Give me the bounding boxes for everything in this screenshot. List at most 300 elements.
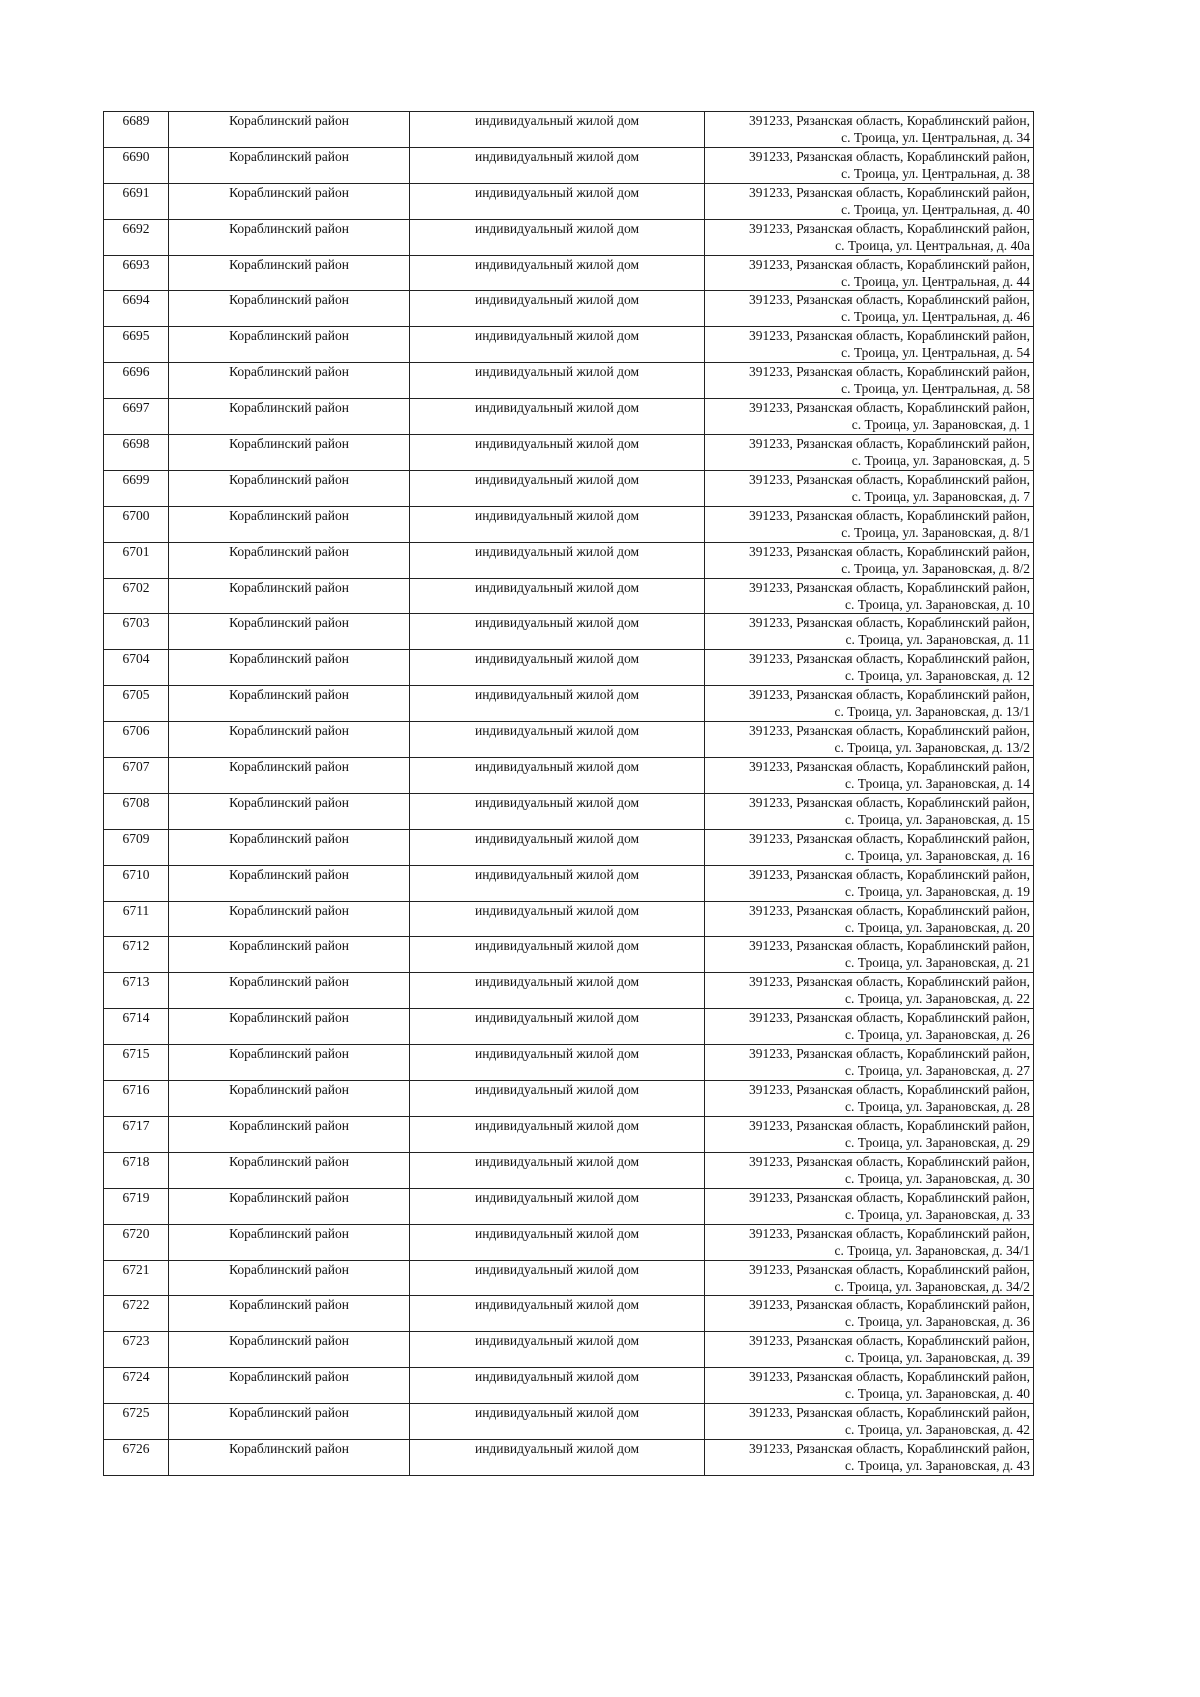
district-cell <box>169 183 410 219</box>
row-number-cell <box>104 614 169 650</box>
table-row <box>104 291 1034 327</box>
object-type-cell <box>410 327 705 363</box>
row-number: 6714 <box>122 1010 150 1026</box>
address-line-1: 391233, Рязанская область, Кораблинский район, <box>749 1082 1030 1098</box>
address-cell <box>705 901 1034 937</box>
address-line-1: 391233, Рязанская область, Кораблинский район, <box>749 1440 1030 1456</box>
row-number: 6697 <box>122 400 150 416</box>
address-line-1: 391233, Рязанская область, Кораблинский район, <box>749 436 1030 452</box>
object-type-cell <box>410 1439 705 1475</box>
row-number-cell <box>104 470 169 506</box>
district-cell <box>169 1009 410 1045</box>
object-type-cell <box>410 147 705 183</box>
district: Кораблинский район <box>229 292 349 308</box>
row-number: 6723 <box>122 1333 150 1349</box>
address-line-1: 391233, Рязанская область, Кораблинский район, <box>749 1189 1030 1205</box>
table-row <box>104 255 1034 291</box>
object-type: индивидуальный жилой дом <box>474 471 640 487</box>
object-type: индивидуальный жилой дом <box>474 292 640 308</box>
row-number: 6719 <box>122 1189 150 1205</box>
address-line-1: 391233, Рязанская область, Кораблинский район, <box>749 723 1030 739</box>
district: Кораблинский район <box>229 579 349 595</box>
object-type: индивидуальный жилой дом <box>474 184 640 200</box>
object-type: индивидуальный жилой дом <box>474 256 640 272</box>
address-line-2: с. Троица, ул. Зарановская, д. 21 <box>845 955 1030 971</box>
row-number-cell <box>104 829 169 865</box>
address-line-2: с. Троица, ул. Зарановская, д. 14 <box>845 776 1030 792</box>
row-number-cell <box>104 758 169 794</box>
object-type-cell <box>410 1404 705 1440</box>
address-line-2: с. Троица, ул. Зарановская, д. 7 <box>851 488 1030 504</box>
object-type-cell <box>410 722 705 758</box>
district: Кораблинский район <box>229 543 349 559</box>
object-type-cell <box>410 1045 705 1081</box>
district: Кораблинский район <box>229 938 349 954</box>
district-cell <box>169 1081 410 1117</box>
row-number: 6715 <box>122 1046 150 1062</box>
table-row <box>104 793 1034 829</box>
table-row <box>104 183 1034 219</box>
row-number-cell <box>104 793 169 829</box>
object-type: индивидуальный жилой дом <box>474 830 640 846</box>
row-number-cell <box>104 1224 169 1260</box>
address-cell <box>705 183 1034 219</box>
table-row <box>104 722 1034 758</box>
district: Кораблинский район <box>229 400 349 416</box>
address-cell <box>705 686 1034 722</box>
district-cell <box>169 542 410 578</box>
address-cell <box>705 865 1034 901</box>
district: Кораблинский район <box>229 1010 349 1026</box>
row-number-cell <box>104 147 169 183</box>
district: Кораблинский район <box>229 471 349 487</box>
district: Кораблинский район <box>229 148 349 164</box>
address-line-2: с. Троица, ул. Зарановская, д. 33 <box>845 1206 1030 1222</box>
object-type: индивидуальный жилой дом <box>474 543 640 559</box>
table-row <box>104 1404 1034 1440</box>
address-line-2: с. Троица, ул. Центральная, д. 44 <box>841 273 1030 289</box>
address-cell <box>705 1368 1034 1404</box>
district-cell <box>169 1116 410 1152</box>
district-cell <box>169 112 410 148</box>
row-number: 6695 <box>122 328 150 344</box>
address-line-1: 391233, Рязанская область, Кораблинский район, <box>749 615 1030 631</box>
row-number: 6689 <box>122 113 150 128</box>
address-line-2: с. Троица, ул. Зарановская, д. 34/2 <box>834 1278 1030 1294</box>
object-type: индивидуальный жилой дом <box>474 1297 640 1313</box>
district: Кораблинский район <box>229 507 349 523</box>
object-type: индивидуальный жилой дом <box>474 364 640 380</box>
object-type: индивидуальный жилой дом <box>474 1440 640 1456</box>
district-cell <box>169 614 410 650</box>
object-type: индивидуальный жилой дом <box>474 687 640 703</box>
address-line-2: с. Троица, ул. Зарановская, д. 19 <box>845 883 1030 899</box>
address-cell <box>705 578 1034 614</box>
row-number: 6691 <box>122 184 150 200</box>
address-cell <box>705 758 1034 794</box>
object-type-cell <box>410 1368 705 1404</box>
table-row <box>104 614 1034 650</box>
address-line-2: с. Троица, ул. Зарановская, д. 11 <box>845 632 1030 648</box>
district: Кораблинский район <box>229 1046 349 1062</box>
row-number: 6707 <box>122 759 150 775</box>
district: Кораблинский район <box>229 1261 349 1277</box>
object-type: индивидуальный жилой дом <box>474 1046 640 1062</box>
address-cell <box>705 291 1034 327</box>
table-row <box>104 399 1034 435</box>
address-cell <box>705 793 1034 829</box>
address-line-1: 391233, Рязанская область, Кораблинский район, <box>749 1010 1030 1026</box>
row-number-cell <box>104 650 169 686</box>
row-number-cell <box>104 1296 169 1332</box>
district: Кораблинский район <box>229 1153 349 1169</box>
district-cell <box>169 578 410 614</box>
row-number: 6711 <box>122 902 150 918</box>
object-type-cell <box>410 973 705 1009</box>
address-cell <box>705 542 1034 578</box>
object-type: индивидуальный жилой дом <box>474 1010 640 1026</box>
row-number-cell <box>104 722 169 758</box>
district: Кораблинский район <box>229 723 349 739</box>
district: Кораблинский район <box>229 1405 349 1421</box>
district: Кораблинский район <box>229 830 349 846</box>
row-number-cell <box>104 255 169 291</box>
address-cell <box>705 722 1034 758</box>
table-row <box>104 1296 1034 1332</box>
district-cell <box>169 147 410 183</box>
row-number: 6722 <box>122 1297 150 1313</box>
address-cell <box>705 973 1034 1009</box>
table-row <box>104 1188 1034 1224</box>
district-cell <box>169 1260 410 1296</box>
district: Кораблинский район <box>229 220 349 236</box>
address-cell <box>705 650 1034 686</box>
district: Кораблинский район <box>229 651 349 667</box>
district-cell <box>169 937 410 973</box>
district: Кораблинский район <box>229 974 349 990</box>
object-type-cell <box>410 542 705 578</box>
address-line-2: с. Троица, ул. Центральная, д. 38 <box>841 165 1030 181</box>
district-cell <box>169 1045 410 1081</box>
row-number-cell <box>104 901 169 937</box>
address-line-2: с. Троица, ул. Зарановская, д. 34/1 <box>834 1242 1030 1258</box>
district: Кораблинский район <box>229 184 349 200</box>
address-line-1: 391233, Рязанская область, Кораблинский район, <box>749 328 1030 344</box>
table-row <box>104 542 1034 578</box>
district-cell <box>169 1439 410 1475</box>
row-number: 6703 <box>122 615 150 631</box>
object-type: индивидуальный жилой дом <box>474 723 640 739</box>
row-number-cell <box>104 1009 169 1045</box>
district: Кораблинский район <box>229 687 349 703</box>
object-type: индивидуальный жилой дом <box>474 1082 640 1098</box>
row-number: 6713 <box>122 974 150 990</box>
district: Кораблинский район <box>229 1189 349 1205</box>
row-number: 6699 <box>122 471 150 487</box>
table-row <box>104 973 1034 1009</box>
district: Кораблинский район <box>229 436 349 452</box>
row-number-cell <box>104 1368 169 1404</box>
address-line-2: с. Троица, ул. Зарановская, д. 15 <box>845 811 1030 827</box>
row-number-cell <box>104 1439 169 1475</box>
address-cell <box>705 937 1034 973</box>
address-cell <box>705 112 1034 148</box>
address-line-2: с. Троица, ул. Центральная, д. 54 <box>841 345 1030 361</box>
object-type: индивидуальный жилой дом <box>474 1333 640 1349</box>
object-type-cell <box>410 1260 705 1296</box>
address-line-2: с. Троица, ул. Зарановская, д. 40 <box>845 1386 1030 1402</box>
object-type: индивидуальный жилой дом <box>474 866 640 882</box>
address-line-2: с. Троица, ул. Зарановская, д. 1 <box>851 417 1030 433</box>
row-number-cell <box>104 1404 169 1440</box>
address-line-1: 391233, Рязанская область, Кораблинский район, <box>749 974 1030 990</box>
address-line-2: с. Троица, ул. Зарановская, д. 20 <box>845 919 1030 935</box>
address-line-1: 391233, Рязанская область, Кораблинский район, <box>749 364 1030 380</box>
district-cell <box>169 865 410 901</box>
district-cell <box>169 829 410 865</box>
address-line-2: с. Троица, ул. Зарановская, д. 5 <box>851 453 1030 469</box>
object-type: индивидуальный жилой дом <box>474 651 640 667</box>
table-row <box>104 147 1034 183</box>
object-type-cell <box>410 1188 705 1224</box>
row-number: 6721 <box>122 1261 150 1277</box>
table-row <box>104 650 1034 686</box>
row-number-cell <box>104 183 169 219</box>
address-line-2: с. Троица, ул. Зарановская, д. 22 <box>845 991 1030 1007</box>
district: Кораблинский район <box>229 1440 349 1456</box>
row-number: 6712 <box>122 938 150 954</box>
row-number: 6698 <box>122 436 150 452</box>
row-number-cell <box>104 1188 169 1224</box>
row-number-cell <box>104 542 169 578</box>
object-type-cell <box>410 1296 705 1332</box>
row-number-cell <box>104 219 169 255</box>
district-cell <box>169 435 410 471</box>
object-type: индивидуальный жилой дом <box>474 615 640 631</box>
object-type-cell <box>410 435 705 471</box>
row-number: 6702 <box>122 579 150 595</box>
row-number-cell <box>104 399 169 435</box>
table-row <box>104 219 1034 255</box>
address-cell <box>705 399 1034 435</box>
address-line-2: с. Троица, ул. Зарановская, д. 42 <box>845 1422 1030 1438</box>
district-cell <box>169 399 410 435</box>
address-line-2: с. Троица, ул. Зарановская, д. 8/2 <box>841 560 1030 576</box>
row-number: 6706 <box>122 723 150 739</box>
object-type-cell <box>410 1116 705 1152</box>
object-type-cell <box>410 686 705 722</box>
address-cell <box>705 1045 1034 1081</box>
district-cell <box>169 686 410 722</box>
object-type-cell <box>410 1081 705 1117</box>
object-type: индивидуальный жилой дом <box>474 113 640 128</box>
district-cell <box>169 291 410 327</box>
object-type-cell <box>410 506 705 542</box>
address-line-1: 391233, Рязанская область, Кораблинский район, <box>749 292 1030 308</box>
address-line-1: 391233, Рязанская область, Кораблинский район, <box>749 1261 1030 1277</box>
object-type: индивидуальный жилой дом <box>474 220 640 236</box>
address-line-1: 391233, Рязанская область, Кораблинский район, <box>749 579 1030 595</box>
address-line-1: 391233, Рязанская область, Кораблинский район, <box>749 794 1030 810</box>
address-line-1: 391233, Рязанская область, Кораблинский район, <box>749 759 1030 775</box>
address-cell <box>705 363 1034 399</box>
address-line-2: с. Троица, ул. Зарановская, д. 12 <box>845 668 1030 684</box>
row-number-cell <box>104 1081 169 1117</box>
row-number: 6696 <box>122 364 150 380</box>
table-row <box>104 1152 1034 1188</box>
district-cell <box>169 1404 410 1440</box>
row-number: 6724 <box>122 1369 150 1385</box>
row-number: 6710 <box>122 866 150 882</box>
row-number-cell <box>104 578 169 614</box>
address-line-2: с. Троица, ул. Зарановская, д. 39 <box>845 1350 1030 1366</box>
district: Кораблинский район <box>229 1225 349 1241</box>
address-line-1: 391233, Рязанская область, Кораблинский район, <box>749 938 1030 954</box>
address-cell <box>705 1081 1034 1117</box>
row-number: 6717 <box>122 1117 150 1133</box>
table-row <box>104 1260 1034 1296</box>
district-cell <box>169 901 410 937</box>
row-number-cell <box>104 686 169 722</box>
object-type-cell <box>410 1009 705 1045</box>
address-cell <box>705 1188 1034 1224</box>
object-type: индивидуальный жилой дом <box>474 1369 640 1385</box>
address-line-2: с. Троица, ул. Зарановская, д. 36 <box>845 1314 1030 1330</box>
object-type: индивидуальный жилой дом <box>474 579 640 595</box>
row-number-cell <box>104 363 169 399</box>
address-cell <box>705 829 1034 865</box>
district: Кораблинский район <box>229 1117 349 1133</box>
object-type-cell <box>410 1332 705 1368</box>
row-number: 6701 <box>122 543 150 559</box>
address-cell <box>705 1152 1034 1188</box>
district: Кораблинский район <box>229 1333 349 1349</box>
table-row <box>104 435 1034 471</box>
district-cell <box>169 506 410 542</box>
object-type: индивидуальный жилой дом <box>474 759 640 775</box>
row-number: 6693 <box>122 256 150 272</box>
object-type: индивидуальный жилой дом <box>474 1261 640 1277</box>
district: Кораблинский район <box>229 866 349 882</box>
object-type-cell <box>410 1152 705 1188</box>
district-cell <box>169 327 410 363</box>
address-line-1: 391233, Рязанская область, Кораблинский район, <box>749 113 1030 128</box>
district-cell <box>169 973 410 1009</box>
table-row <box>104 578 1034 614</box>
object-type-cell <box>410 291 705 327</box>
row-number-cell <box>104 865 169 901</box>
district: Кораблинский район <box>229 1369 349 1385</box>
row-number-cell <box>104 435 169 471</box>
row-number: 6708 <box>122 794 150 810</box>
object-type: индивидуальный жилой дом <box>474 794 640 810</box>
address-cell <box>705 1296 1034 1332</box>
registry-table <box>103 111 1034 1476</box>
table-row <box>104 1116 1034 1152</box>
row-number-cell <box>104 112 169 148</box>
address-cell <box>705 506 1034 542</box>
row-number-cell <box>104 1152 169 1188</box>
district: Кораблинский район <box>229 1297 349 1313</box>
address-line-2: с. Троица, ул. Зарановская, д. 29 <box>845 1134 1030 1150</box>
object-type-cell <box>410 758 705 794</box>
row-number: 6692 <box>122 220 150 236</box>
row-number: 6720 <box>122 1225 150 1241</box>
object-type: индивидуальный жилой дом <box>474 148 640 164</box>
district-cell <box>169 1188 410 1224</box>
row-number-cell <box>104 1045 169 1081</box>
address-cell <box>705 470 1034 506</box>
object-type-cell <box>410 937 705 973</box>
row-number-cell <box>104 937 169 973</box>
address-line-2: с. Троица, ул. Центральная, д. 40 <box>841 201 1030 217</box>
district: Кораблинский район <box>229 113 349 128</box>
table-row <box>104 758 1034 794</box>
district-cell <box>169 650 410 686</box>
address-line-2: с. Троица, ул. Зарановская, д. 43 <box>845 1457 1030 1473</box>
address-cell <box>705 1224 1034 1260</box>
address-line-2: с. Троица, ул. Зарановская, д. 10 <box>845 596 1030 612</box>
row-number: 6704 <box>122 651 150 667</box>
object-type: индивидуальный жилой дом <box>474 436 640 452</box>
registry-table-body <box>104 112 1034 1476</box>
table-row <box>104 1439 1034 1475</box>
object-type: индивидуальный жилой дом <box>474 974 640 990</box>
table-row <box>104 112 1034 148</box>
object-type-cell <box>410 578 705 614</box>
object-type-cell <box>410 112 705 148</box>
address-cell <box>705 219 1034 255</box>
address-cell <box>705 1009 1034 1045</box>
address-line-1: 391233, Рязанская область, Кораблинский район, <box>749 1369 1030 1385</box>
district-cell <box>169 255 410 291</box>
address-cell <box>705 614 1034 650</box>
address-cell <box>705 1116 1034 1152</box>
address-line-1: 391233, Рязанская область, Кораблинский район, <box>749 184 1030 200</box>
table-row <box>104 1045 1034 1081</box>
table-row <box>104 1224 1034 1260</box>
district-cell <box>169 219 410 255</box>
table-row <box>104 363 1034 399</box>
object-type-cell <box>410 363 705 399</box>
object-type: индивидуальный жилой дом <box>474 1189 640 1205</box>
object-type-cell <box>410 219 705 255</box>
district: Кораблинский район <box>229 1082 349 1098</box>
row-number: 6726 <box>122 1440 150 1456</box>
object-type: индивидуальный жилой дом <box>474 1225 640 1241</box>
table-row <box>104 470 1034 506</box>
address-line-1: 391233, Рязанская область, Кораблинский район, <box>749 651 1030 667</box>
object-type-cell <box>410 614 705 650</box>
address-line-1: 391233, Рязанская область, Кораблинский район, <box>749 220 1030 236</box>
address-line-1: 391233, Рязанская область, Кораблинский район, <box>749 866 1030 882</box>
table-row <box>104 327 1034 363</box>
address-line-1: 391233, Рязанская область, Кораблинский район, <box>749 1153 1030 1169</box>
address-line-1: 391233, Рязанская область, Кораблинский район, <box>749 902 1030 918</box>
address-line-1: 391233, Рязанская область, Кораблинский район, <box>749 471 1030 487</box>
address-line-1: 391233, Рязанская область, Кораблинский район, <box>749 400 1030 416</box>
row-number: 6725 <box>122 1405 150 1421</box>
district-cell <box>169 1332 410 1368</box>
table-row <box>104 1332 1034 1368</box>
address-line-1: 391233, Рязанская область, Кораблинский район, <box>749 1297 1030 1313</box>
address-line-2: с. Троица, ул. Зарановская, д. 16 <box>845 847 1030 863</box>
address-line-1: 391233, Рязанская область, Кораблинский район, <box>749 830 1030 846</box>
address-cell <box>705 255 1034 291</box>
object-type-cell <box>410 183 705 219</box>
object-type: индивидуальный жилой дом <box>474 1405 640 1421</box>
district: Кораблинский район <box>229 328 349 344</box>
